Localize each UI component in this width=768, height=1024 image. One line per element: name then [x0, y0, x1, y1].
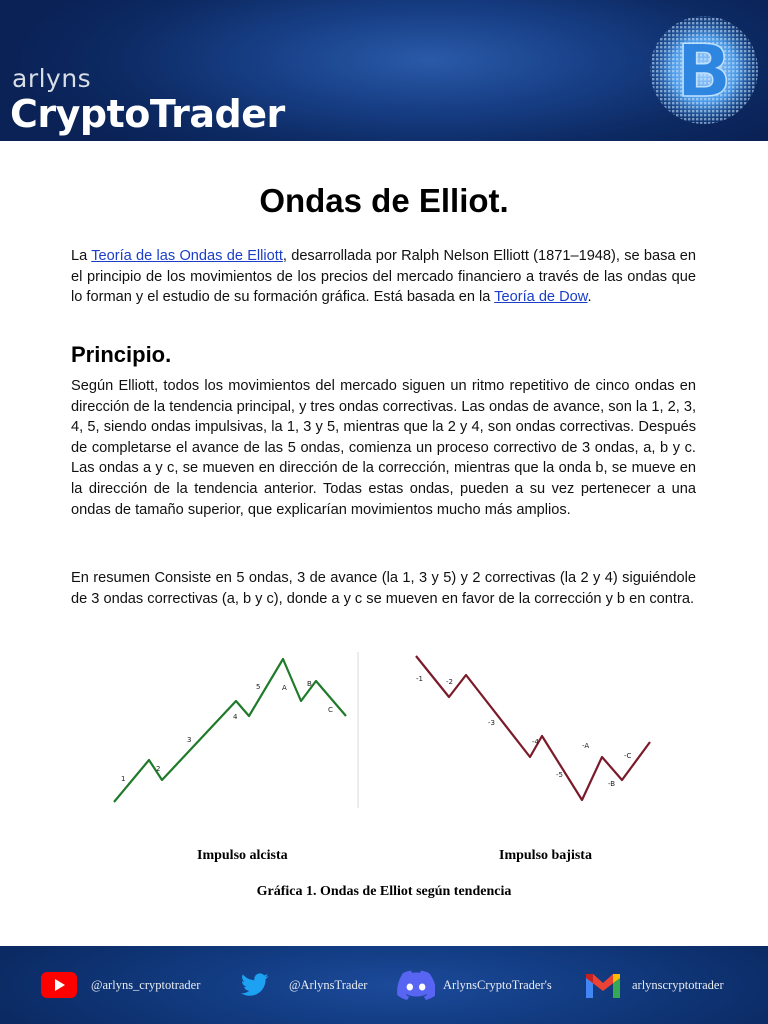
twitter-handle: @ArlynsTrader — [289, 977, 368, 992]
gmail-icon — [586, 972, 620, 998]
youtube-handle: @arlyns_cryptotrader — [91, 977, 201, 992]
right-chart-caption: Impulso bajista — [499, 848, 592, 863]
wave-label-4: 4 — [233, 713, 238, 721]
wave-label-negc: -C — [624, 752, 632, 760]
left-chart-caption: Impulso alcista — [197, 848, 288, 863]
discord-link[interactable] — [397, 946, 552, 1024]
wave-label-neg3: -3 — [488, 719, 495, 727]
intro-paragraph — [71, 246, 696, 308]
figure-caption: Gráfica 1. Ondas de Elliot según tendencia — [256, 884, 512, 899]
wave-label-3: 3 — [187, 736, 192, 744]
section-paragraph-2: En resumen Consiste en 5 ondas, 3 de avance (la 1, 3 y 5) y 2 correctivas (la 2 y 4) siguiéndole de 3 ondas correctivas (a, b y c), donde a y c se mueven en favor de la corrección y b en contra. — [71, 570, 696, 607]
gmail-link[interactable] — [586, 946, 724, 1024]
bullish-wave-chart — [104, 650, 360, 810]
section-heading: Principio. — [71, 342, 172, 367]
wave-label-neg1: -1 — [416, 675, 423, 683]
discord-icon — [397, 970, 435, 1000]
wave-label-2: 2 — [156, 765, 161, 773]
wave-label-1: 1 — [121, 775, 126, 783]
svg-text:B: B — [676, 29, 732, 113]
wave-label-negb: -B — [608, 780, 616, 788]
header-banner — [0, 0, 768, 141]
wave-label-b: B — [307, 680, 312, 688]
brand-small-text: arlyns — [12, 64, 92, 93]
wave-label-c: C — [328, 706, 333, 714]
footer-banner — [0, 946, 768, 1024]
gmail-handle: arlynscryptotrader — [632, 977, 724, 992]
wave-label-neg4: -4 — [532, 738, 539, 746]
link-teoria-ondas-elliott[interactable]: Teoría de las Ondas de Elliott — [91, 248, 283, 264]
link-teoria-dow[interactable]: Teoría de Dow — [494, 289, 588, 306]
wave-label-5: 5 — [256, 683, 261, 691]
wave-label-neg2: -2 — [446, 678, 453, 686]
twitter-link[interactable] — [241, 946, 367, 1024]
page-title: Ondas de Elliot. — [259, 182, 509, 219]
wave-label-neg5: -5 — [556, 771, 563, 779]
bearish-wave-chart — [406, 650, 658, 810]
twitter-icon — [241, 973, 269, 997]
wave-label-a: A — [282, 684, 287, 692]
intro-suffix: . — [587, 289, 592, 306]
discord-handle: ArlynsCryptoTrader's — [443, 977, 552, 992]
intro-prefix: La — [71, 248, 92, 264]
youtube-icon — [41, 972, 77, 998]
brand-big-text: CryptoTrader — [10, 92, 285, 136]
bitcoin-logo-icon — [648, 14, 760, 126]
wave-label-nega: -A — [582, 742, 590, 750]
intro-middle: , desarrollada por Ralph Nelson Elliott (1871–1948), se basa en el principio de los movimientos de los precios del mercado financiero a través de las ondas que lo forman y el estudio de su formación gráfica. Está basada en la — [71, 248, 697, 306]
youtube-link[interactable] — [41, 946, 200, 1024]
section-paragraph-1: Según Elliott, todos los movimientos del mercado siguen un ritmo repetitivo de cinco ondas en dirección de la tendencia principal, y tres ondas correctivas. Las ondas de avance, son la 1, 2, 3, 4, 5, siendo ondas impulsivas, la 1, 3 y 5, mientras que la 2 y 4, son ondas correctivas. Después de completarse el avance de las 5 ondas, comienza un proceso correctivo de 3 ondas, a, b y c. Las ondas a y c, se mueven en dirección de la corrección, mientras que la onda b, se mueve en la dirección de la tendencia anterior. Todas estas ondas, pueden a su vez pertenecer a una ondas de tamaño superior, que explicarían movimientos mucho más amplios. — [71, 378, 696, 518]
